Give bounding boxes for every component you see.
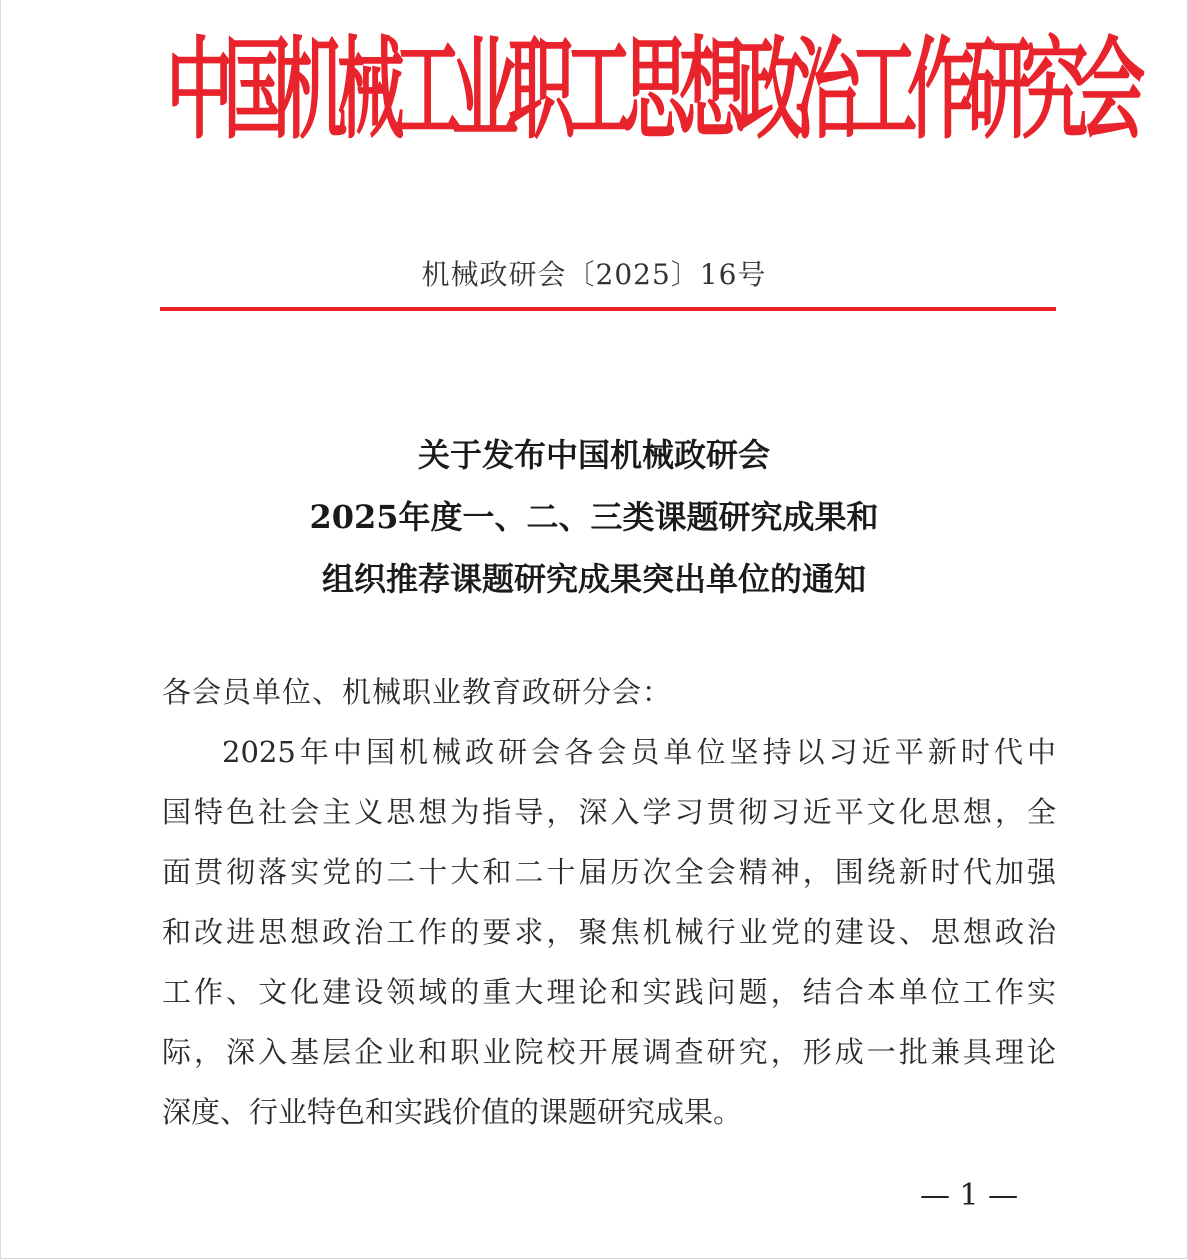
masthead-char: 研 — [964, 27, 1032, 156]
masthead-char: 作 — [907, 27, 975, 156]
masthead-char: 中 — [166, 27, 234, 156]
masthead-char: 械 — [337, 27, 405, 156]
masthead-char: 机 — [280, 27, 348, 156]
title-line: 组织推荐课题研究成果突出单位的通知 — [321, 560, 866, 598]
document-number: 机械政研会〔2025〕16号 — [421, 258, 767, 291]
body-line: 国特色社会主义思想为指导，深入学习贯彻习近平文化思想，全 — [162, 795, 1056, 829]
masthead-char: 国 — [223, 27, 291, 156]
body-line: 工作、文化建设领域的重大理论和实践问题，结合本单位工作实 — [162, 975, 1056, 1009]
masthead-char: 治 — [793, 27, 861, 156]
masthead-org-name — [160, 26, 1146, 156]
masthead-char: 想 — [679, 27, 747, 156]
salutation: 各会员单位、机械职业教育政研分会： — [162, 675, 673, 709]
red-divider-rule — [160, 307, 1056, 311]
body-line: 深度、行业特色和实践价值的课题研究成果。 — [162, 1095, 743, 1129]
masthead-char: 究 — [1021, 27, 1089, 156]
masthead-char: 工 — [565, 27, 633, 156]
title-line: 关于发布中国机械政研会 — [417, 436, 770, 474]
body-line: 2025年中国机械政研会各会员单位坚持以习近平新时代中 — [222, 735, 1056, 769]
title-line: 2025年度一、二、三类课题研究成果和 — [309, 498, 879, 536]
body-paragraph — [162, 722, 1056, 1142]
masthead-char: 思 — [622, 27, 690, 156]
body-line: 和改进思想政治工作的要求，聚焦机械行业党的建设、思想政治 — [162, 915, 1056, 949]
masthead-char: 工 — [850, 27, 918, 156]
masthead-char: 职 — [508, 27, 576, 156]
masthead-char: 会 — [1078, 27, 1146, 156]
masthead-char: 业 — [451, 27, 519, 156]
body-line: 际，深入基层企业和职业院校开展调查研究，形成一批兼具理论 — [162, 1035, 1056, 1069]
page-number: — 1 — — [920, 1178, 1019, 1213]
masthead-char: 工 — [394, 27, 462, 156]
notice-title — [0, 424, 1188, 610]
masthead-char: 政 — [736, 27, 804, 156]
body-line: 面贯彻落实党的二十大和二十届历次全会精神，围绕新时代加强 — [162, 855, 1056, 889]
